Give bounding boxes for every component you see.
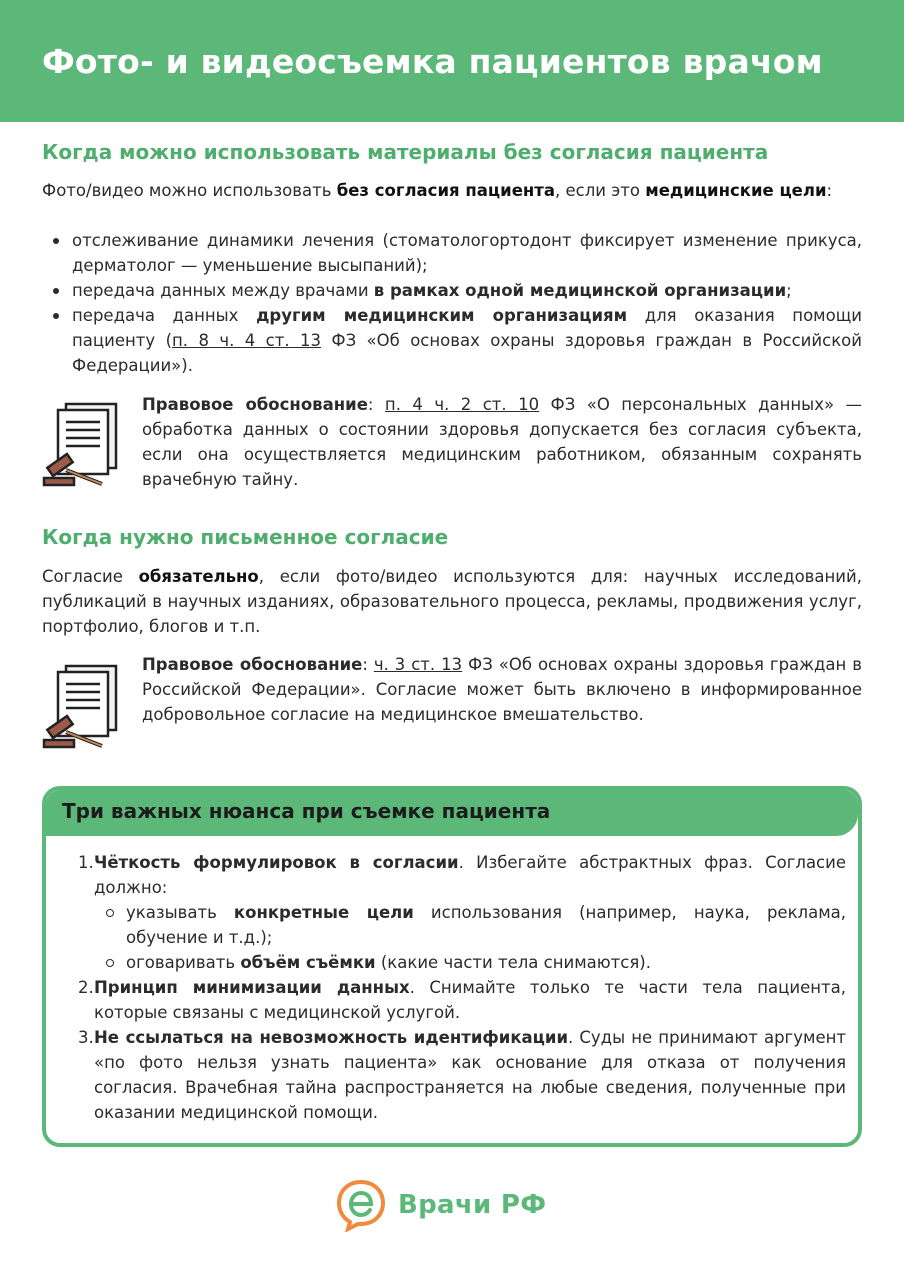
- document-gavel-icon: [42, 398, 124, 488]
- list-item: отслеживание динамики лечения (стоматологортодонт фиксирует изменение прикуса, дерматолог — уменьшение высыпаний);: [42, 228, 862, 278]
- nuances-box-title: Три важных нюанса при съемке пациента: [62, 799, 551, 823]
- section2-legal: Правовое обоснование: ч. 3 ст. 13 ФЗ «Об основах охраны здоровья граждан в Российской Федерации». Согласие может быть включено в информированное добровольное согласие на медицинское вмешательство.: [142, 655, 862, 724]
- section1-intro: Фото/видео можно использовать без согласия пациента, если это медицинские цели:: [42, 181, 833, 200]
- nuances-box: [42, 786, 862, 1147]
- law-link[interactable]: ч. 3 ст. 13: [373, 655, 463, 674]
- law-link[interactable]: п. 8 ч. 4 ст. 13: [172, 331, 321, 350]
- section1-bullets: [42, 228, 862, 378]
- list-item: указывать конкретные цели использования (например, наука, реклама, обучение и т.д.);: [94, 900, 846, 950]
- list-item: 3. Не ссылаться на невозможность идентификации. Суды не принимают аргумент «по фото нельзя узнать пациента» как основание для отказа от получения согласия. Врачебная тайна распространяется на любые сведения, полученные при оказании медицинской помощи.: [78, 1028, 846, 1122]
- nuances-sublist: [94, 900, 846, 975]
- list-item: 1. Чёткость формулировок в согласии. Избегайте абстрактных фраз. Согласие должно: указывать конкретные цели использования (например, наука, реклама, обучение и т.д.); оговаривать объём съёмки (какие части тела снимаются).: [76, 850, 846, 975]
- brand-name: Врачи РФ: [398, 1190, 547, 1220]
- page-title: Фото- и видеосъемка пациентов врачом: [42, 41, 823, 81]
- section1-legal: Правовое обоснование: п. 4 ч. 2 ст. 10 ФЗ «О персональных данных» — обработка данных о состоянии здоровья допускается без согласия субъекта, если она осуществляется медицинским работником, обязанным сохранять врачебную тайну.: [142, 395, 863, 489]
- nuances-list: [76, 850, 846, 1125]
- list-item: передача данных между врачами в рамках одной медицинской организации;: [42, 278, 862, 303]
- chat-e-icon: [334, 1178, 388, 1232]
- section1-title: Когда можно использовать материалы без согласия пациента: [42, 140, 769, 164]
- section2-text: Согласие обязательно, если фото/видео используются для: научных исследований, публикаций в научных изданиях, образовательного процесса, рекламы, продвижения услуг, портфолио, блогов и т.п.: [42, 567, 862, 636]
- list-item: передача данных другим медицинским организациям для оказания помощи пациенту (п. 8 ч. 4 ст. 13 ФЗ «Об основах охраны здоровья граждан в Российской Федерации»).: [42, 303, 862, 378]
- list-item: оговаривать объём съёмки (какие части тела снимаются).: [94, 950, 846, 975]
- section2-title: Когда нужно письменное согласие: [42, 525, 449, 549]
- page-header: [0, 0, 904, 122]
- list-item: 2. Принцип минимизации данных. Снимайте только те части тела пациента, которые связаны с медицинской услугой.: [78, 978, 846, 1022]
- law-link[interactable]: п. 4 ч. 2 ст. 10: [384, 395, 540, 414]
- nuances-box-header: [46, 790, 858, 836]
- document-gavel-icon: [42, 660, 124, 750]
- brand-logo: [334, 1178, 574, 1232]
